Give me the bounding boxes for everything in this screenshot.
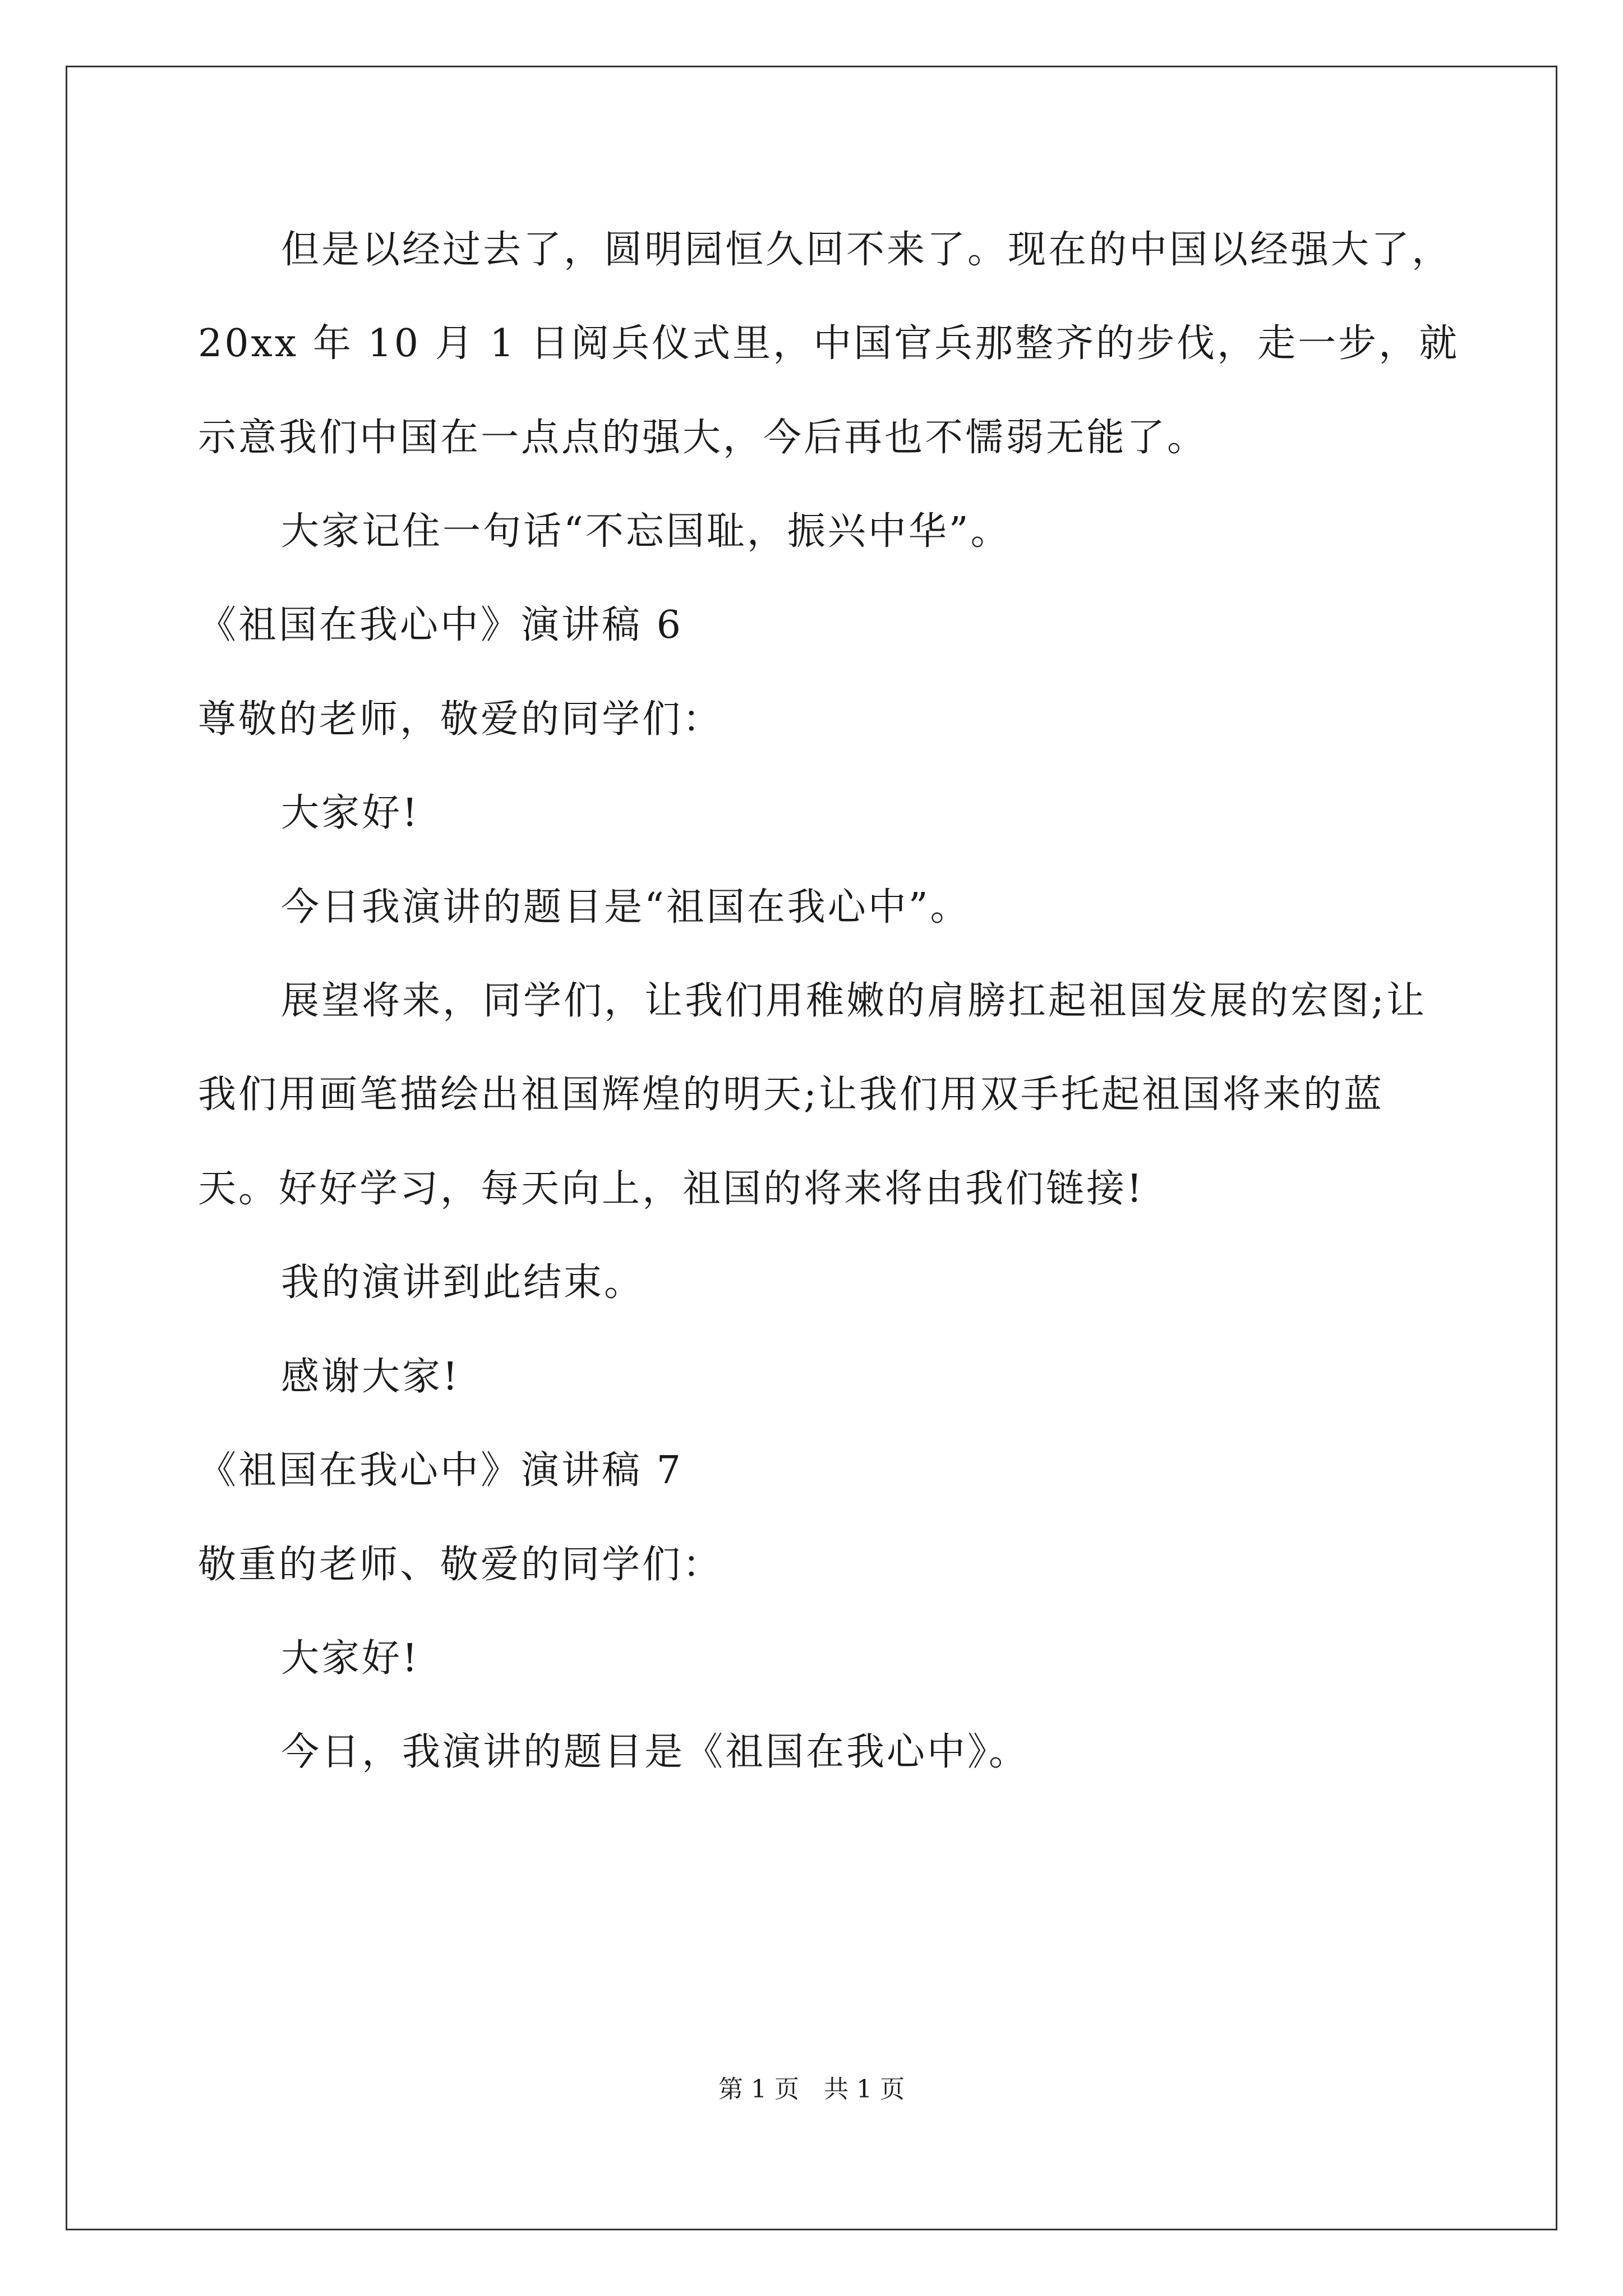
paragraph-line: 展望将来，同学们，让我们用稚嫩的肩膀扛起祖国发展的宏图;让 (281, 979, 1427, 1023)
paragraph-line: 我的演讲到此结束。 (281, 1260, 645, 1305)
paragraph-line: 但是以经过去了，圆明园恒久回不来了。现在的中国以经强大了， (281, 228, 1453, 272)
paragraph-line: 感谢大家! (281, 1355, 460, 1399)
paragraph-line: 我们用画笔描绘出祖国辉煌的明天;让我们用双手托起祖国将来的蓝 (198, 1073, 1384, 1117)
salutation: 尊敬的老师，敬爱的同学们： (198, 697, 723, 742)
section-heading: 《祖国在我心中》演讲稿 6 (198, 603, 683, 647)
paragraph-line: 今日我演讲的题目是“祖国在我心中”。 (281, 885, 971, 930)
section-heading: 《祖国在我心中》演讲稿 7 (198, 1448, 683, 1493)
paragraph-line: 大家记住一句话“不忘国耻，振兴中华”。 (281, 509, 1011, 554)
page-number-footer: 第 1 页 共 1 页 (718, 2075, 905, 2104)
paragraph-line: 今日，我演讲的题目是《祖国在我心中》。 (281, 1730, 1030, 1774)
page-border (66, 66, 1557, 2230)
paragraph-line: 20xx 年 10 月 1 日阅兵仪式里，中国官兵那整齐的步伐，走一步，就 (198, 321, 1460, 366)
greeting: 大家好! (281, 791, 420, 835)
paragraph-line: 天。好好学习，每天向上，祖国的将来将由我们链接! (198, 1167, 1145, 1211)
paragraph-line: 示意我们中国在一点点的强大，今后再也不懦弱无能了。 (198, 416, 1208, 460)
greeting: 大家好! (281, 1636, 420, 1681)
salutation: 敬重的老师、敬爱的同学们： (198, 1543, 723, 1587)
